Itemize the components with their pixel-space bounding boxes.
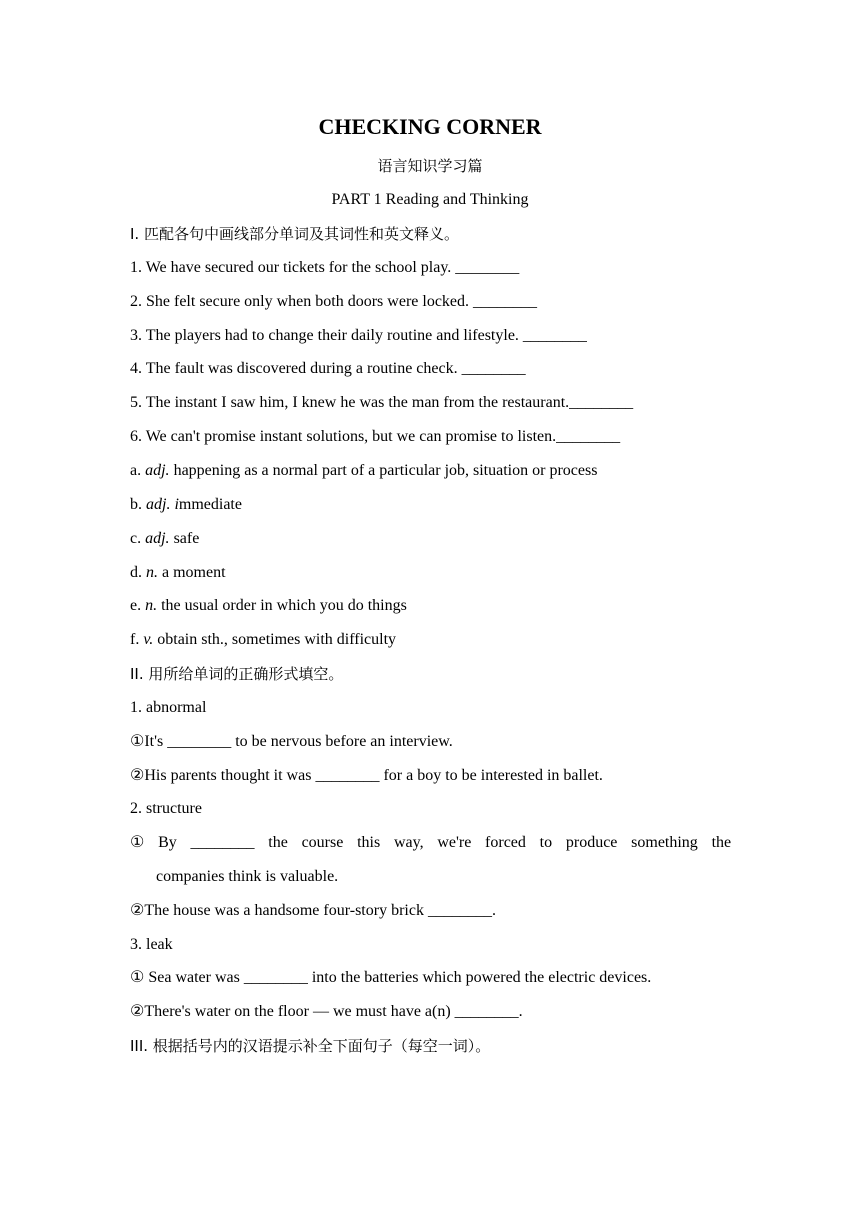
item2-word: 2. structure (130, 800, 202, 817)
sentence-2: 2. She felt secure only when both doors were locked. ________ (130, 293, 538, 310)
sentence-4: 4. The fault was discovered during a routine check. ________ (130, 360, 526, 377)
item3-word: 3. leak (130, 936, 173, 953)
item3-sentence-b: ②There's water on the floor — we must have a(n) ________. (130, 1003, 523, 1020)
sentence-3: 3. The players had to change their daily routine and lifestyle. ________ (130, 327, 587, 344)
item1-word: 1. abnormal (130, 699, 207, 716)
page-title: CHECKING CORNER (318, 114, 542, 139)
section2-heading: II. 用所给单词的正确形式填空。 (130, 665, 344, 683)
item1-sentence-b: ②His parents thought it was ________ for a boy to be interested in ballet. (130, 767, 603, 784)
definition-f: f. v. obtain sth., sometimes with difficulty (130, 631, 397, 648)
section3-heading: III. 根据括号内的汉语提示补全下面句子（每空一词）。 (130, 1037, 491, 1055)
item2-sentence-b: ②The house was a handsome four-story brick ________. (130, 902, 496, 919)
item2-sentence-a-continued: companies think is valuable. (156, 868, 339, 885)
item2-sentence-a: ① By ________ the course this way, we're forced to produce something the (130, 834, 732, 851)
definition-e: e. n. the usual order in which you do things (130, 597, 407, 614)
definition-a: a. adj. happening as a normal part of a particular job, situation or process (130, 462, 598, 479)
part-heading: PART 1 Reading and Thinking (331, 191, 529, 208)
section1-heading: I. 匹配各句中画线部分单词及其词性和英文释义。 (130, 225, 459, 243)
item3-sentence-a: ① Sea water was ________ into the batteries which powered the electric devices. (130, 969, 652, 986)
sentence-1: 1. We have secured our tickets for the school play. ________ (130, 259, 520, 276)
page-subtitle: 语言知识学习篇 (377, 157, 483, 175)
definition-c: c. adj. safe (130, 530, 200, 547)
sentence-5: 5. The instant I saw him, I knew he was the man from the restaurant.________ (130, 394, 634, 411)
definition-d: d. n. a moment (130, 564, 226, 581)
sentence-6: 6. We can't promise instant solutions, but we can promise to listen.________ (130, 428, 621, 445)
item1-sentence-a: ①It's ________ to be nervous before an interview. (130, 733, 453, 750)
definition-b: b. adj. immediate (130, 496, 242, 513)
